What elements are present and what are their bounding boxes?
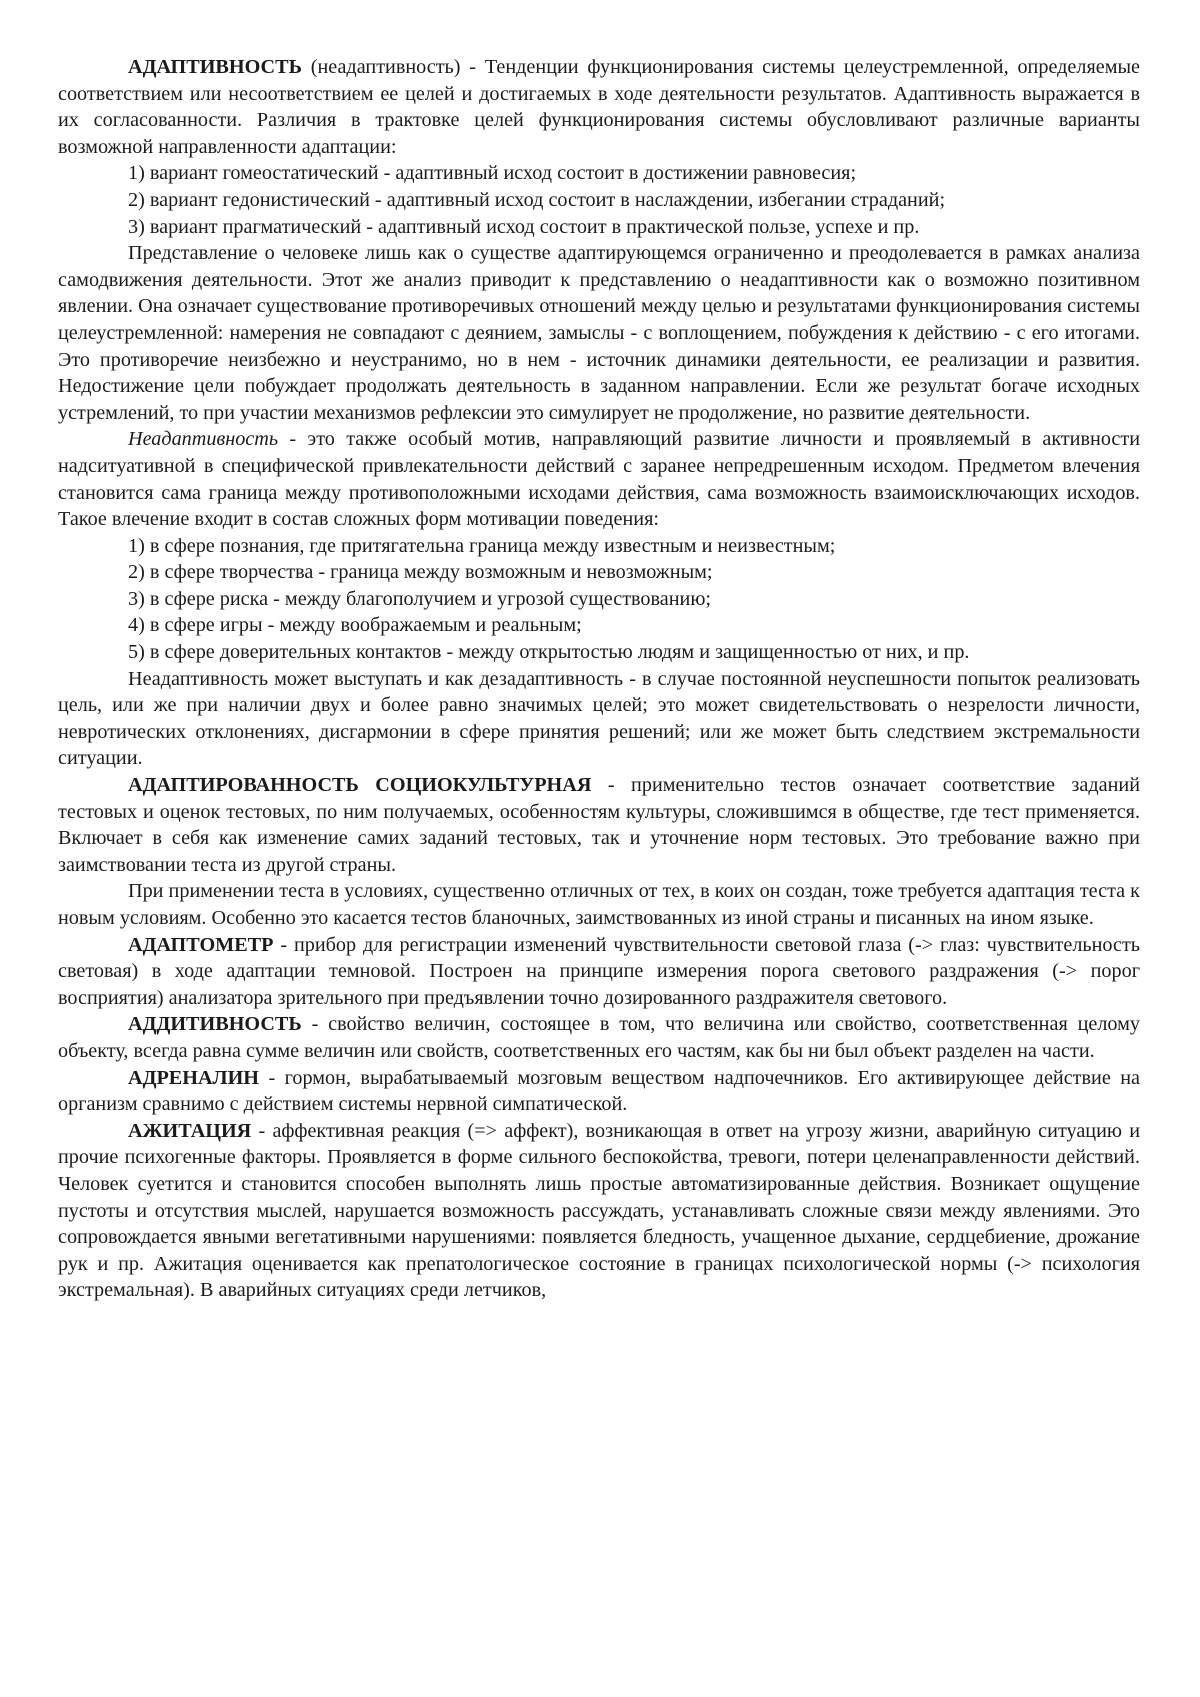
paragraph-text: 1) вариант гомеостатический - адаптивный исход состоит в достижении равновесия; [128, 162, 857, 185]
dictionary-entry [58, 54, 1140, 160]
entry-paragraph [58, 426, 1140, 532]
entry-term: АДАПТОМЕТР [128, 933, 274, 956]
paragraph-text: 5) в сфере доверительных контактов - между открытостью людям и защищенностью от них, и пр. [128, 641, 970, 664]
paragraph-text: 2) вариант гедонистический - адаптивный исход состоит в наслаждении, избегании страданий; [128, 188, 946, 211]
list-item [58, 586, 1140, 613]
list-item [58, 533, 1140, 560]
entry-term: АЖИТАЦИЯ [128, 1119, 252, 1142]
italic-term: Неадаптивность [128, 428, 279, 451]
paragraph-text: 1) в сфере познания, где притягательна граница между известным и неизвестным; [128, 534, 836, 557]
list-item [58, 612, 1140, 639]
paragraph-text: - применительно тестов означает соответствие заданий тестовых и оценок тестовых, по ним получаемых, особенностям культуры, сложившимся в обществе, где тест применяется. Включает в себя как изменение самих заданий тестовых, так и уточнение норм тестовых. Это требование важно при заимствовании теста из другой страны. [58, 774, 1140, 876]
paragraph-text: - аффективная реакция (=> аффект), возникающая в ответ на угрозу жизни, аварийную ситуацию и прочие психогенные факторы. Проявляется в форме сильного беспокойства, тревоги, потери целенаправленности действий. Человек суетится и становится способен выполнять лишь простые автоматизированные действия. Возникает ощущение пустоты и отсутствия мыслей, нарушается возможность рассуждать, устанавливать сложные связи между явлениями. Это сопровождается явными вегетативными нарушениями: появляется бледность, учащенное дыхание, сердцебиение, дрожание рук и пр. Ажитация оценивается как препатологическое состояние в границах психологической нормы (-> психология экстремальная). В аварийных ситуациях среди летчиков, [58, 1119, 1140, 1302]
entry-term: АДРЕНАЛИН [128, 1066, 259, 1089]
paragraph-text: 2) в сфере творчества - граница между возможным и невозможным; [128, 561, 713, 584]
paragraph-text: 4) в сфере игры - между воображаемым и реальным; [128, 614, 582, 637]
paragraph-text: Неадаптивность может выступать и как дезадаптивность - в случае постоянной неуспешности попыток реализовать цель, или же при наличии двух и более равно значимых целей; это может свидетельствовать о незрелости личности, невротических отклонениях, дисгармонии в сфере принятия решений; или же может быть следствием экстремальности ситуации. [58, 667, 1140, 770]
paragraph-text: Представление о человеке лишь как о существе адаптирующемся ограниченно и преодолевается в рамках анализа самодвижения деятельности. Этот же анализ приводит к представлению о неадаптивности как о возможно позитивном явлении. Она означает существование противоречивых отношений между целью и результатами функционирования системы целеустремленной: намерения не совпадают с деянием, замыслы - с воплощением, побуждения к действию - с его итогами. Это противоречие неизбежно и неустранимо, но в нем - источник динамики деятельности, ее реализации и развития. Недостижение цели побуждает продолжать деятельность в заданном направлении. Если же результат богаче исходных устремлений, то при участии механизмов рефлексии это симулирует не продолжение, но развитие деятельности. [58, 242, 1140, 424]
paragraph-text: - прибор для регистрации изменений чувствительности световой глаза (-> глаз: чувствительность световая) в ходе адаптации темновой. Построен на принципе измерения порога светового раздражения (-> порог восприятия) анализатора зрительного при предъявлении точно дозированного раздражителя светового. [58, 933, 1140, 1009]
paragraph-text: При применении теста в условиях, существенно отличных от тех, в коих он создан, тоже требуется адаптация теста к новым условиям. Особенно это касается тестов бланочных, заимствованных из иной страны и писанных на ином языке. [58, 880, 1140, 929]
list-item [58, 187, 1140, 214]
list-item [58, 214, 1140, 241]
body-paragraph [58, 878, 1140, 931]
list-item [58, 160, 1140, 187]
entry-term: АДАПТИРОВАННОСТЬ СОЦИОКУЛЬТУРНАЯ [128, 774, 592, 797]
paragraph-text: (неадаптивность) - Тенденции функционирования системы целеустремленной, определяемые соответствием или несоответствием ее целей и достигаемых в ходе деятельности результатов. Адаптивность выражается в их согласованности. Различия в трактовке целей функционирования системы обусловливают различные варианты возможной направленности адаптации: [58, 56, 1140, 158]
dictionary-entry [58, 772, 1140, 878]
paragraph-text: 3) вариант прагматический - адаптивный исход состоит в практической пользе, успехе и пр. [128, 215, 920, 238]
entry-term: АДАПТИВНОСТЬ [128, 56, 302, 78]
dictionary-page [58, 54, 1140, 1304]
paragraph-text: - гормон, вырабатываемый мозговым веществом надпочечников. Его активирующее действие на организм сравнимо с действием системы нервной симпатической. [58, 1066, 1140, 1116]
list-item [58, 559, 1140, 586]
dictionary-entry [58, 1118, 1140, 1304]
entry-term: АДДИТИВНОСТЬ [128, 1013, 302, 1036]
paragraph-text: 3) в сфере риска - между благополучием и угрозой существованию; [128, 587, 712, 610]
dictionary-entry [58, 1065, 1140, 1118]
body-paragraph [58, 666, 1140, 772]
paragraph-text: - это также особый мотив, направляющий развитие личности и проявляемый в активности надситуативной в специфической привлекательности действий с заранее непредрешенным исходом. Предметом влечения становится сама граница между противоположными исходами действия, сама возможность взаимоисключающих исходов. Такое влечение входит в состав сложных форм мотивации поведения: [58, 428, 1140, 531]
body-paragraph [58, 240, 1140, 426]
dictionary-entry [58, 1011, 1140, 1064]
list-item [58, 639, 1140, 666]
dictionary-entry [58, 932, 1140, 1012]
paragraph-text: - свойство величин, состоящее в том, что величина или свойство, соответственная целому объекту, всегда равна сумме величин или свойств, соответственных его частям, как бы ни был объект разделен на части. [58, 1013, 1140, 1062]
